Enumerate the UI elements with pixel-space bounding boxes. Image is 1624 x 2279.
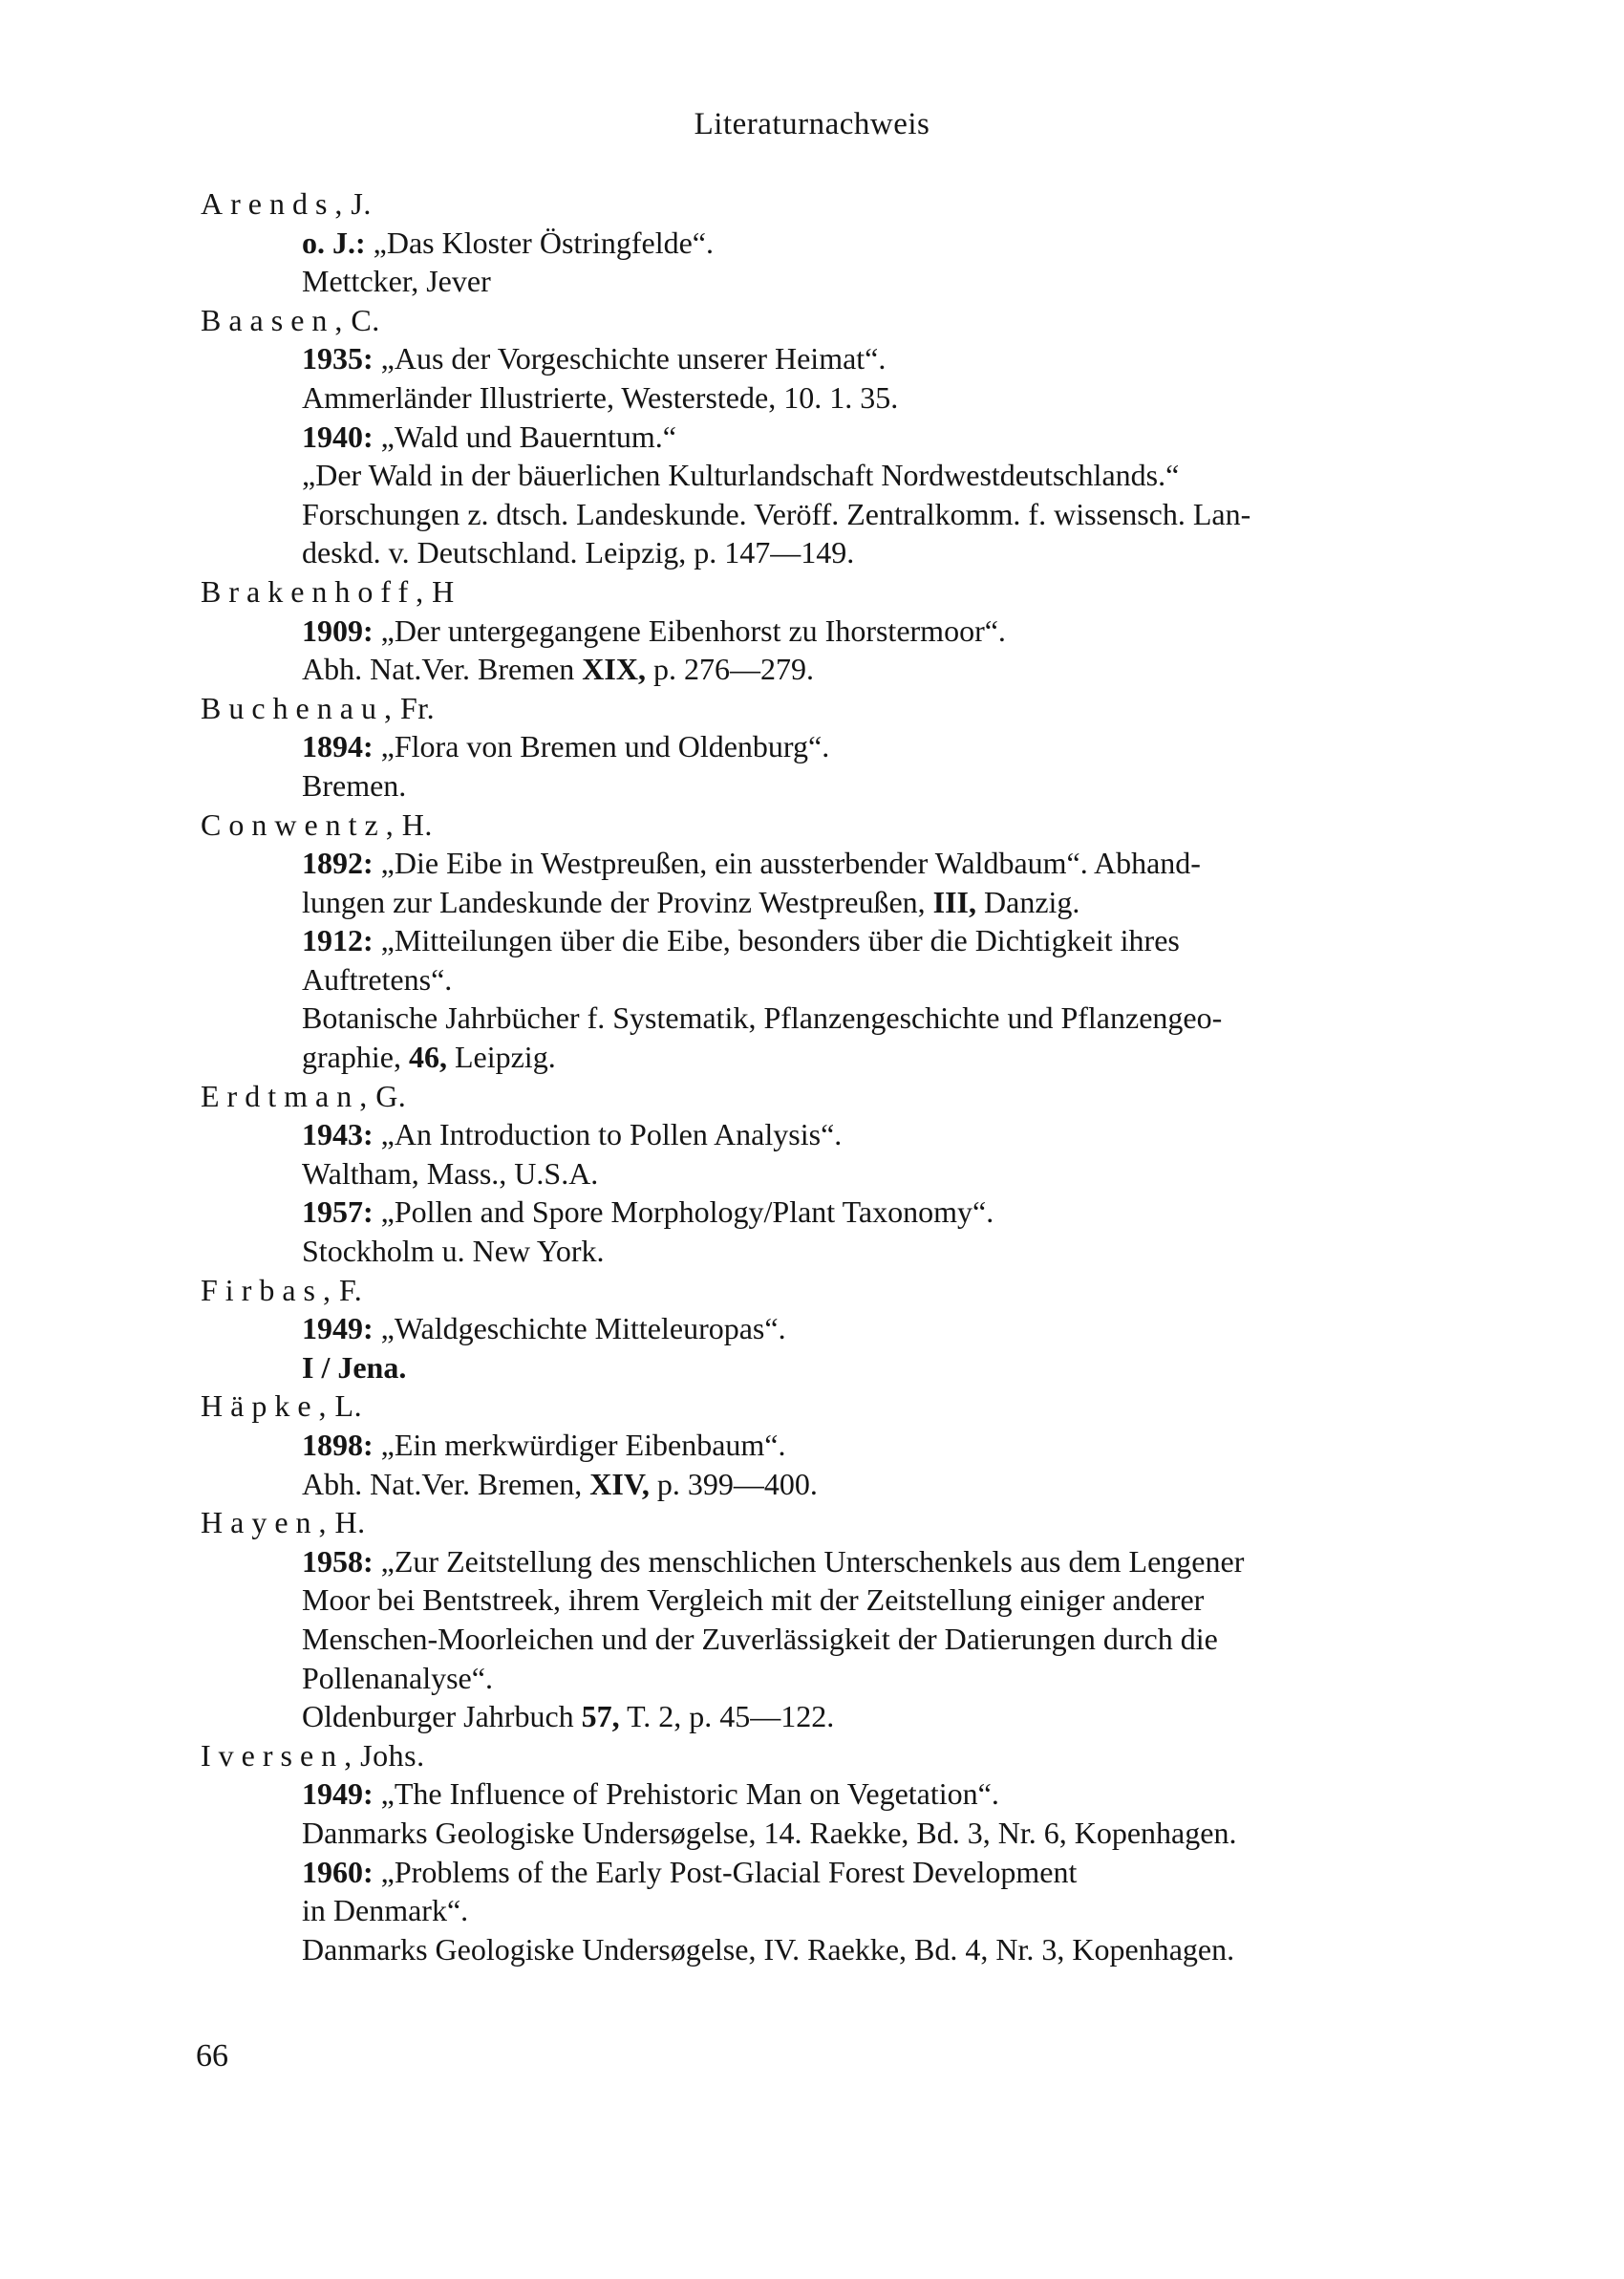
reference-line [201,1038,1442,1077]
author-given-name: , H [416,573,455,609]
reference-text: Moor bei Bentstreek, ihrem Vergleich mit der Zeitstellung einiger anderer [302,1582,1205,1618]
reference-line [201,1154,1442,1193]
reference-line [201,339,1442,378]
reference-text: Danmarks Geologiske Undersøgelse, 14. Raekke, Bd. 3, Nr. 6, Kopenhagen. [302,1815,1237,1850]
reference-list [201,184,1442,1968]
reference-line [201,1891,1442,1930]
reference-text: Auftretens“. [302,961,453,997]
author-entry [201,1503,1442,1542]
reference-year: 1943: [302,1117,374,1152]
reference-volume: I / Jena. [302,1349,407,1385]
author-given-name: , F. [323,1272,363,1307]
author-surname: Erdtman [201,1078,360,1113]
author-surname: Conwentz [201,806,386,842]
reference-year: 1898: [302,1428,374,1462]
reference-text: „Wald und Bauerntum.“ [380,419,676,454]
reference-year: 1960: [302,1854,374,1889]
author-given-name: , L. [318,1388,363,1424]
reference-text: in Denmark“. [302,1893,469,1928]
reference-line [201,1426,1442,1465]
author-entry [201,1271,1442,1310]
reference-text: „Die Eibe in Westpreußen, ein aussterbender Waldbaum“. Abhand- [380,846,1201,881]
reference-text: lungen zur Landeskunde der Provinz Westpreußen, [302,884,926,919]
reference-line [201,727,1442,766]
reference-line [201,1930,1442,1969]
reference-line [201,1620,1442,1659]
reference-text: Abh. Nat.Ver. Bremen, [302,1466,583,1501]
reference-line [201,1309,1442,1348]
reference-line [201,766,1442,806]
author-entry [201,1077,1442,1116]
reference-year: 1935: [302,341,374,376]
reference-text: „Zur Zeitstellung des menschlichen Unterschenkels aus dem Lengener [380,1543,1245,1579]
author-given-name: , C. [334,302,380,337]
reference-text: „Ein merkwürdiger Eibenbaum“. [380,1428,786,1462]
reference-line [201,1853,1442,1892]
reference-year: 1909: [302,613,374,648]
author-entry [201,1736,1442,1775]
author-surname: Buchenau [201,690,384,725]
reference-volume: III, [932,884,976,919]
author-surname: Häpke [201,1388,319,1424]
reference-text: Botanische Jahrbücher f. Systematik, Pflanzengeschichte und Pflanzengeo- [302,1000,1223,1036]
reference-year: 1957: [302,1194,374,1230]
author-surname: Iversen [201,1737,345,1773]
reference-text: Mettcker, Jever [302,264,491,299]
reference-text: „Flora von Bremen und Oldenburg“. [380,729,830,764]
page-heading: Literaturnachweis [694,107,930,141]
reference-text: „Das Kloster Östringfelde“. [373,225,714,260]
reference-text: Bremen. [302,767,407,803]
reference-line [201,1542,1442,1581]
author-entry [201,1387,1442,1426]
author-surname: Brakenhoff [201,573,417,609]
reference-text: graphie, [302,1040,401,1075]
reference-line [201,1115,1442,1154]
reference-line [201,1580,1442,1620]
reference-line [201,1659,1442,1698]
reference-line [201,533,1442,572]
reference-year: o. J.: [302,225,366,260]
reference-line [201,612,1442,651]
reference-line [201,1814,1442,1853]
reference-text: „Problems of the Early Post-Glacial Forest Development [380,1854,1078,1889]
reference-text: „Pollen and Spore Morphology/Plant Taxonomy“. [380,1194,994,1230]
reference-line [201,844,1442,883]
reference-line [201,1465,1442,1504]
reference-line [201,883,1442,922]
reference-line [201,1774,1442,1814]
author-entry [201,184,1442,224]
reference-year: 1949: [302,1776,374,1812]
author-surname: Hayen [201,1505,319,1540]
reference-line [201,262,1442,301]
reference-year: 1894: [302,729,374,764]
reference-text: „Mitteilungen über die Eibe, besonders über die Dichtigkeit ihres [380,923,1180,958]
reference-line [201,418,1442,457]
reference-volume: XIX, [582,652,646,687]
reference-line [201,378,1442,418]
reference-line [201,1348,1442,1387]
author-given-name: , H. [318,1505,366,1540]
author-surname: Arends [201,186,335,221]
reference-line [201,1232,1442,1271]
reference-text-after: Danzig. [984,884,1080,919]
reference-line [201,921,1442,960]
reference-text: Stockholm u. New York. [302,1234,605,1269]
reference-text: deskd. v. Deutschland. Leipzig, p. 147—149. [302,535,855,570]
reference-year: 1958: [302,1543,374,1579]
author-given-name: , Johs. [344,1737,425,1773]
page-number: 66 [196,2038,228,2074]
reference-year: 1912: [302,923,374,958]
reference-text: „Der untergegangene Eibenhorst zu Ihorstermoor“. [380,613,1006,648]
reference-text: Forschungen z. dtsch. Landeskunde. Veröff. Zentralkomm. f. wissensch. Lan- [302,496,1251,531]
author-surname: Firbas [201,1272,323,1307]
reference-text: „Der Wald in der bäuerlichen Kulturlandschaft Nordwestdeutschlands.“ [302,458,1180,493]
reference-text: Waltham, Mass., U.S.A. [302,1155,599,1191]
author-surname: Baasen [201,302,335,337]
reference-text-after: Leipzig. [454,1040,556,1075]
reference-year: 1892: [302,846,374,881]
reference-volume: 57, [581,1699,620,1734]
reference-text-after: p. 276—279. [652,652,814,687]
reference-text: Abh. Nat.Ver. Bremen [302,652,575,687]
author-given-name: , G. [359,1078,407,1113]
reference-year: 1949: [302,1311,374,1346]
author-given-name: , H. [385,806,433,842]
reference-line [201,1697,1442,1736]
reference-text: „Aus der Vorgeschichte unserer Heimat“. [380,341,887,376]
author-entry [201,572,1442,612]
reference-text-after: p. 399—400. [656,1466,818,1501]
reference-line [201,224,1442,263]
reference-text: Oldenburger Jahrbuch [302,1699,574,1734]
author-given-name: , Fr. [383,690,436,725]
reference-text: „An Introduction to Pollen Analysis“. [380,1117,843,1152]
reference-line [201,650,1442,689]
reference-text-after: T. 2, p. 45—122. [627,1699,835,1734]
reference-volume: XIV, [589,1466,650,1501]
reference-line [201,495,1442,534]
reference-line [201,456,1442,495]
reference-text: Pollenanalyse“. [302,1660,493,1695]
reference-line [201,960,1442,1000]
reference-text: „The Influence of Prehistoric Man on Vegetation“. [380,1776,999,1812]
author-entry [201,806,1442,845]
reference-text: Danmarks Geologiske Undersøgelse, IV. Raekke, Bd. 4, Nr. 3, Kopenhagen. [302,1931,1235,1967]
author-entry [201,301,1442,340]
reference-line [201,999,1442,1038]
reference-text: Menschen-Moorleichen und der Zuverlässigkeit der Datierungen durch die [302,1621,1218,1656]
reference-text: „Waldgeschichte Mitteleuropas“. [380,1311,786,1346]
reference-year: 1940: [302,419,374,454]
author-given-name: , J. [334,186,372,221]
reference-line [201,1193,1442,1232]
reference-text: Ammerländer Illustrierte, Westerstede, 10. 1. 35. [302,379,899,415]
author-entry [201,689,1442,728]
reference-volume: 46, [408,1040,447,1075]
